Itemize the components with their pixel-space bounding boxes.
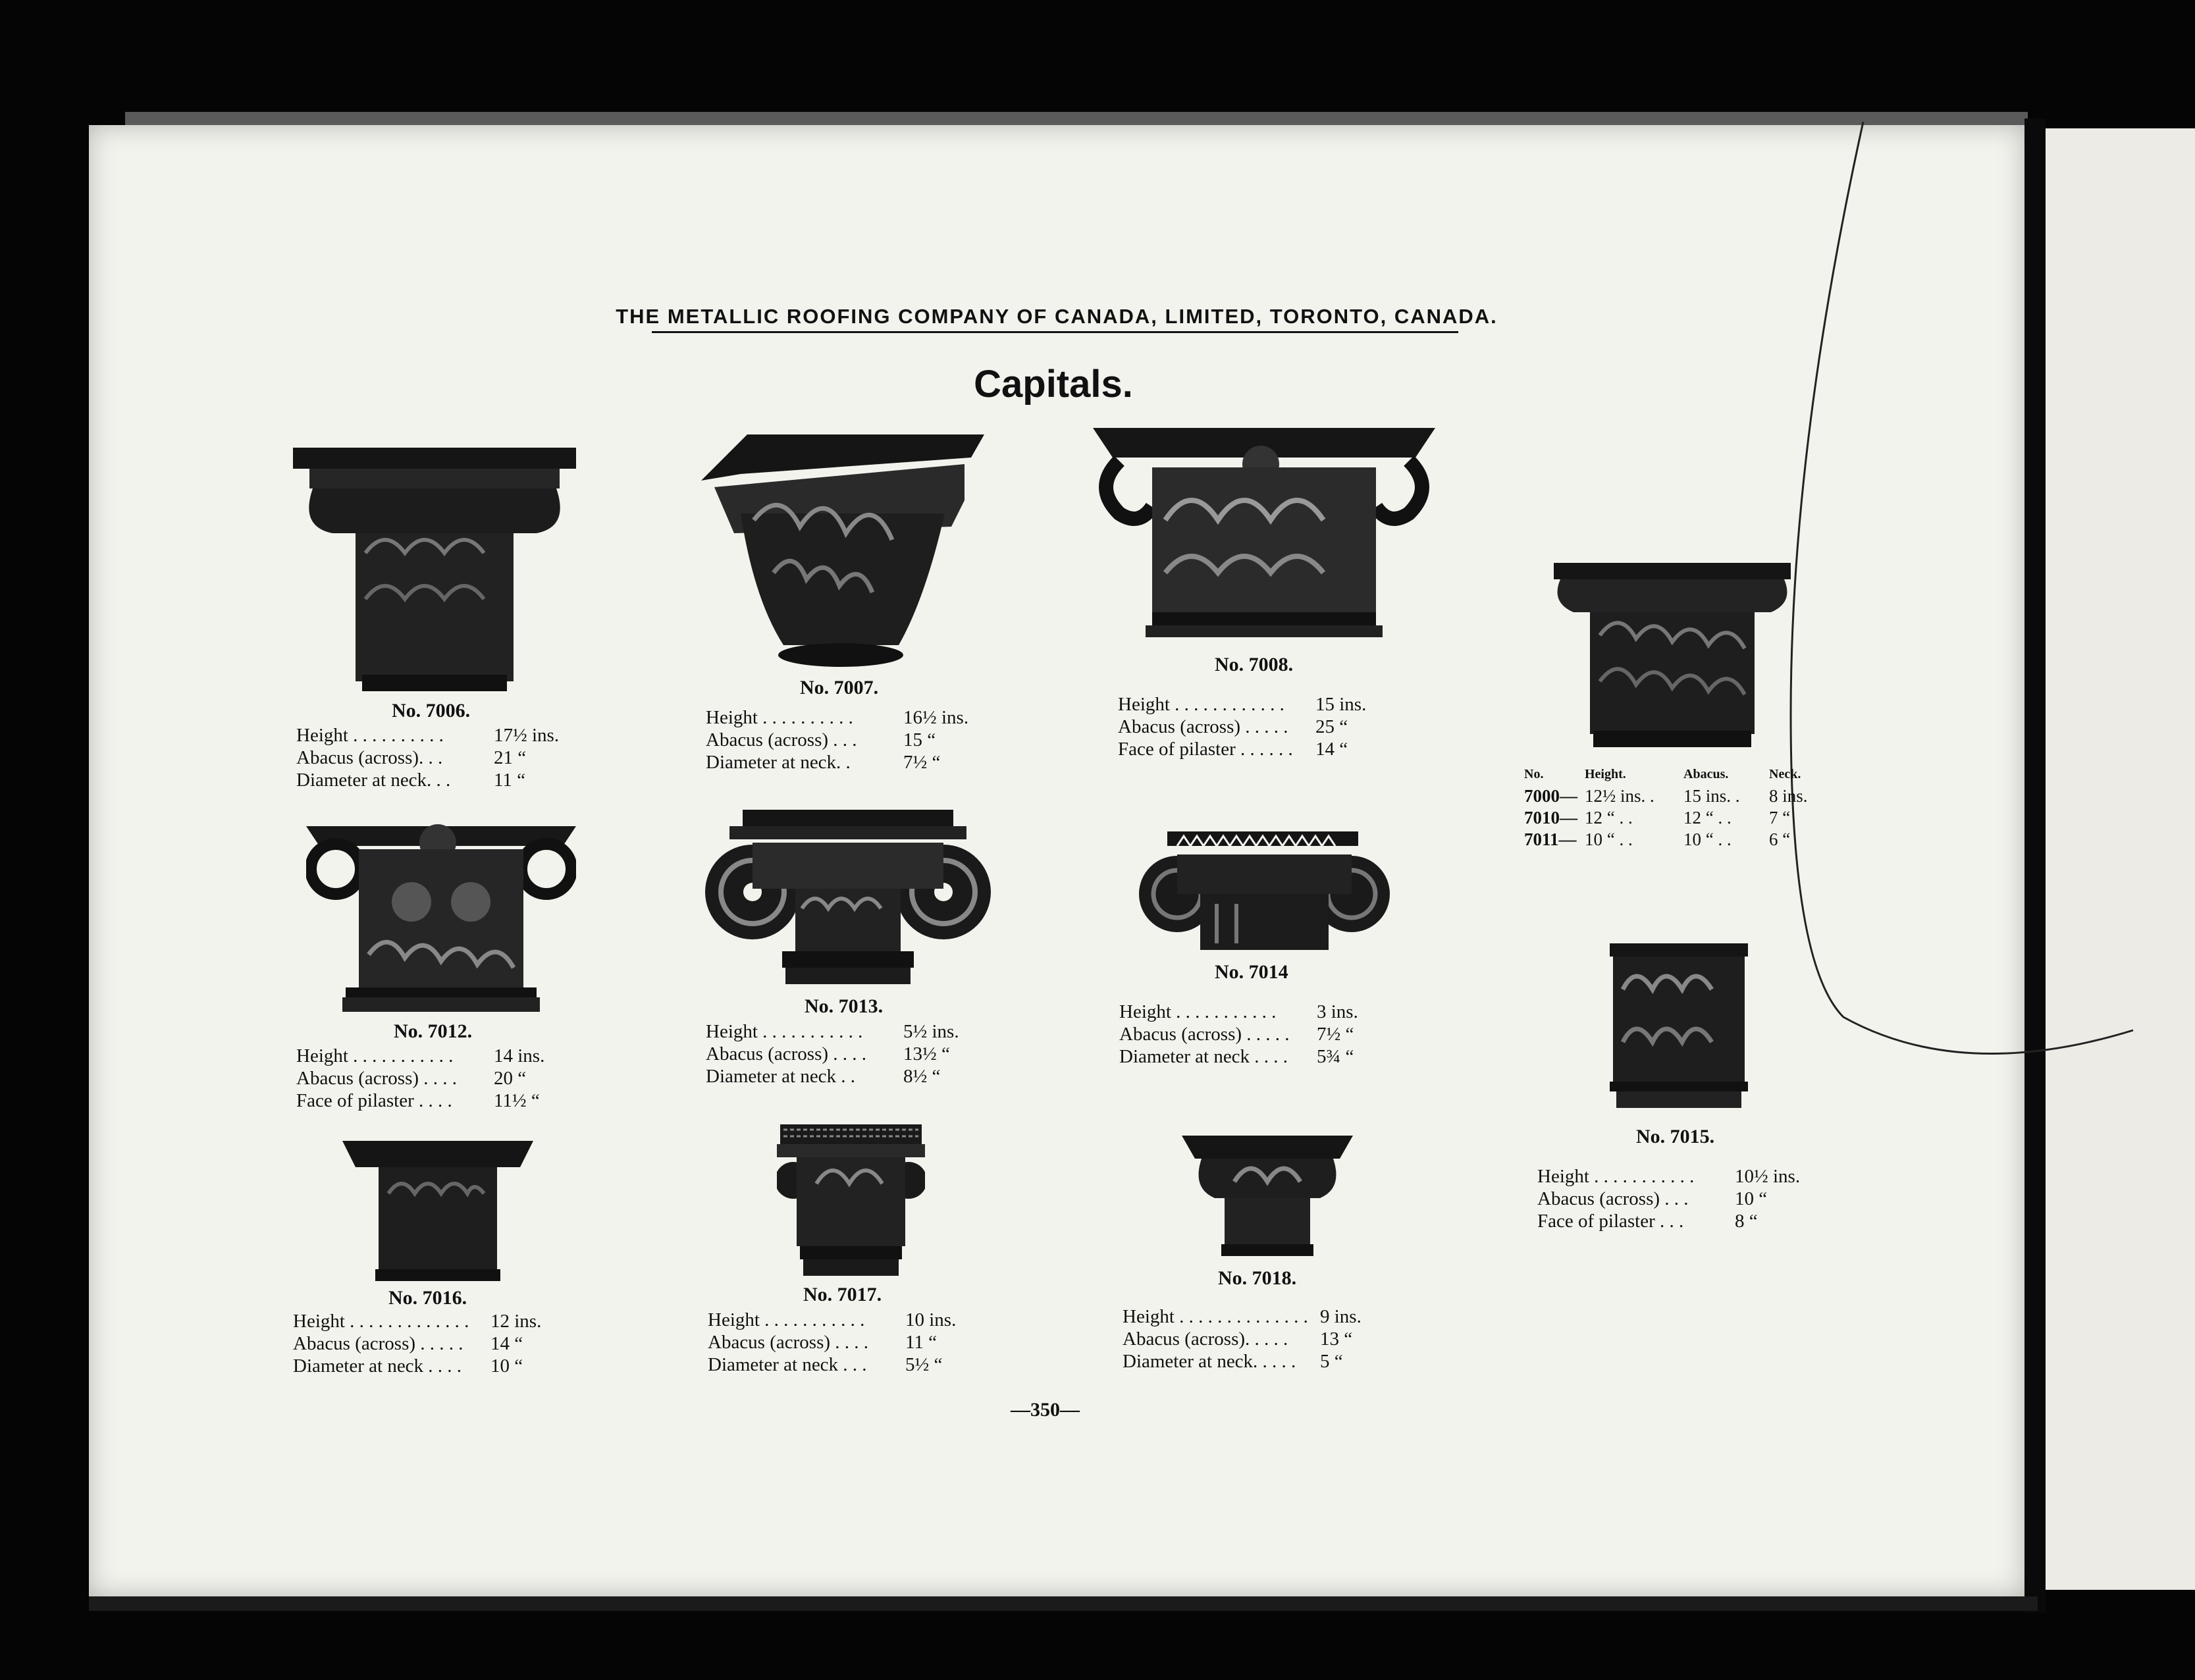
spec-value: 11 “	[905, 1332, 938, 1353]
spec-value: 3 ins.	[1317, 1001, 1358, 1022]
spec-value: 20 “	[494, 1068, 527, 1089]
spec-value: 8 “	[1735, 1211, 1758, 1232]
spec-key: Height . . . . . . . . . . . .	[1118, 694, 1284, 715]
capital-7013-image	[703, 810, 993, 987]
table-cell: 12 “ . .	[1683, 808, 1732, 827]
spec-key: Face of pilaster . . . .	[296, 1090, 452, 1111]
company-header: THE METALLIC ROOFING COMPANY OF CANADA, LIMITED, TORONTO, CANADA.	[616, 305, 1498, 328]
spec-key: Height . . . . . . . . . .	[706, 707, 853, 728]
capital-7008-image	[1093, 428, 1435, 645]
spec-value: 21 “	[494, 747, 527, 768]
spec-key: Height . . . . . . . . . . .	[706, 1021, 863, 1042]
specs-7017	[708, 1309, 991, 1376]
spec-value: 17½ ins.	[494, 725, 560, 746]
specs-7015	[1537, 1165, 1820, 1232]
label-7018: No. 7018.	[1218, 1267, 1297, 1289]
specs-7014	[1119, 1001, 1402, 1068]
spec-key: Abacus (across) . . . .	[708, 1332, 869, 1353]
label-7015: No. 7015.	[1636, 1126, 1715, 1147]
table-cell: 10 “ . .	[1683, 829, 1732, 849]
table-cell: 12½ ins. .	[1585, 786, 1654, 806]
table-header: Neck.	[1769, 767, 1801, 781]
table-cell: 8 ins.	[1769, 786, 1808, 806]
spec-value: 11 “	[494, 770, 526, 791]
spec-key: Height . . . . . . . . . . .	[1537, 1166, 1695, 1187]
spec-value: 25 “	[1315, 716, 1348, 737]
spec-value: 8½ “	[903, 1066, 941, 1087]
capital-7017-image	[777, 1124, 925, 1279]
header-rule	[652, 331, 1458, 333]
capital-7000-image	[1554, 563, 1791, 750]
table-header: Height.	[1585, 767, 1626, 781]
table-cell: 7000—	[1524, 786, 1577, 806]
specs-7008	[1118, 693, 1401, 760]
spec-key: Abacus (across) . . . . .	[1118, 716, 1288, 737]
label-7008: No. 7008.	[1215, 654, 1294, 675]
spec-value: 9 ins.	[1320, 1306, 1362, 1327]
spec-value: 15 “	[903, 729, 936, 750]
table-cell: 10 “ . .	[1585, 829, 1633, 849]
spec-value: 16½ ins.	[903, 707, 969, 728]
spec-key: Face of pilaster . . .	[1537, 1211, 1684, 1232]
spec-key: Diameter at neck. . . . .	[1123, 1351, 1296, 1372]
spec-key: Diameter at neck. .	[706, 752, 851, 773]
label-7012: No. 7012.	[394, 1020, 473, 1042]
capital-7014-image	[1138, 831, 1391, 953]
table-7000-series	[1524, 764, 1815, 851]
table-cell: 7010—	[1524, 808, 1577, 827]
spec-value: 10½ ins.	[1735, 1166, 1801, 1187]
spec-key: Abacus (across) . . . . .	[1119, 1024, 1290, 1045]
spec-key: Diameter at neck. . .	[296, 770, 451, 791]
spec-key: Abacus (across). . . . .	[1123, 1328, 1288, 1350]
table-header: No.	[1524, 767, 1544, 781]
spec-value: 10 “	[490, 1355, 523, 1377]
book-bottom-edge	[89, 1596, 2038, 1611]
capital-7012-image	[306, 823, 576, 1020]
spec-value: 5 “	[1320, 1351, 1343, 1372]
capital-7016-image	[342, 1141, 533, 1282]
spec-value: 11½ “	[494, 1090, 540, 1111]
label-7006: No. 7006.	[392, 700, 471, 722]
spec-value: 10 “	[1735, 1188, 1768, 1209]
spec-value: 13½ “	[903, 1043, 950, 1064]
spec-key: Abacus (across) . . . . .	[293, 1333, 463, 1354]
spec-key: Height . . . . . . . . . . . . .	[293, 1311, 469, 1332]
spec-value: 5½ ins.	[903, 1021, 959, 1042]
spec-key: Height . . . . . . . . . . .	[708, 1309, 865, 1330]
spec-key: Abacus (across). . .	[296, 747, 443, 768]
spec-value: 10 ins.	[905, 1309, 957, 1330]
label-7013: No. 7013.	[805, 995, 884, 1017]
label-7014: No. 7014	[1215, 961, 1288, 983]
specs-7012	[296, 1045, 579, 1112]
spec-value: 12 ins.	[490, 1311, 542, 1332]
table-cell: 6 “	[1769, 829, 1791, 849]
spec-value: 13 “	[1320, 1328, 1353, 1350]
page-title: Capitals.	[974, 363, 1133, 406]
capital-7018-image	[1182, 1136, 1353, 1257]
spec-value: 14 ins.	[494, 1045, 545, 1066]
table-header: Abacus.	[1683, 767, 1729, 781]
spec-key: Height . . . . . . . . . . . . . .	[1123, 1306, 1308, 1327]
spec-value: 15 ins.	[1315, 694, 1367, 715]
capital-7006-image	[293, 448, 576, 695]
specs-7006	[296, 724, 579, 791]
spec-key: Diameter at neck . . . .	[1119, 1046, 1288, 1067]
specs-7018	[1123, 1305, 1406, 1373]
specs-7007	[706, 706, 989, 774]
capital-7007-image	[701, 434, 984, 671]
spec-key: Diameter at neck . . . .	[293, 1355, 462, 1377]
spec-key: Abacus (across) . . .	[706, 729, 857, 750]
spec-key: Face of pilaster . . . . . .	[1118, 739, 1293, 760]
specs-7016	[293, 1310, 576, 1377]
label-7017: No. 7017.	[803, 1284, 882, 1305]
book-top-edge	[125, 112, 2028, 126]
label-7007: No. 7007.	[800, 677, 879, 698]
table-cell: 7 “	[1769, 808, 1791, 827]
spec-value: 7½ “	[1317, 1024, 1354, 1045]
spec-key: Height . . . . . . . . . . .	[1119, 1001, 1277, 1022]
spec-key: Abacus (across) . . . .	[296, 1068, 458, 1089]
label-7016: No. 7016.	[388, 1287, 467, 1309]
specs-7013	[706, 1020, 989, 1088]
spec-key: Abacus (across) . . . .	[706, 1043, 867, 1064]
capital-7015-image	[1610, 943, 1748, 1111]
spec-key: Height . . . . . . . . . .	[296, 725, 444, 746]
spec-value: 5½ “	[905, 1354, 943, 1375]
spec-value: 14 “	[490, 1333, 523, 1354]
spec-key: Abacus (across) . . .	[1537, 1188, 1689, 1209]
page-number: —350—	[1011, 1399, 1080, 1421]
spec-key: Height . . . . . . . . . . .	[296, 1045, 454, 1066]
table-cell: 15 ins. .	[1683, 786, 1740, 806]
spec-value: 14 “	[1315, 739, 1348, 760]
spec-value: 7½ “	[903, 752, 941, 773]
spec-key: Diameter at neck . .	[706, 1066, 856, 1087]
spec-key: Diameter at neck . . .	[708, 1354, 867, 1375]
table-cell: 7011—	[1524, 829, 1577, 849]
table-cell: 12 “ . .	[1585, 808, 1633, 827]
spec-value: 5¾ “	[1317, 1046, 1354, 1067]
stray-curve-line	[1764, 122, 2159, 1241]
